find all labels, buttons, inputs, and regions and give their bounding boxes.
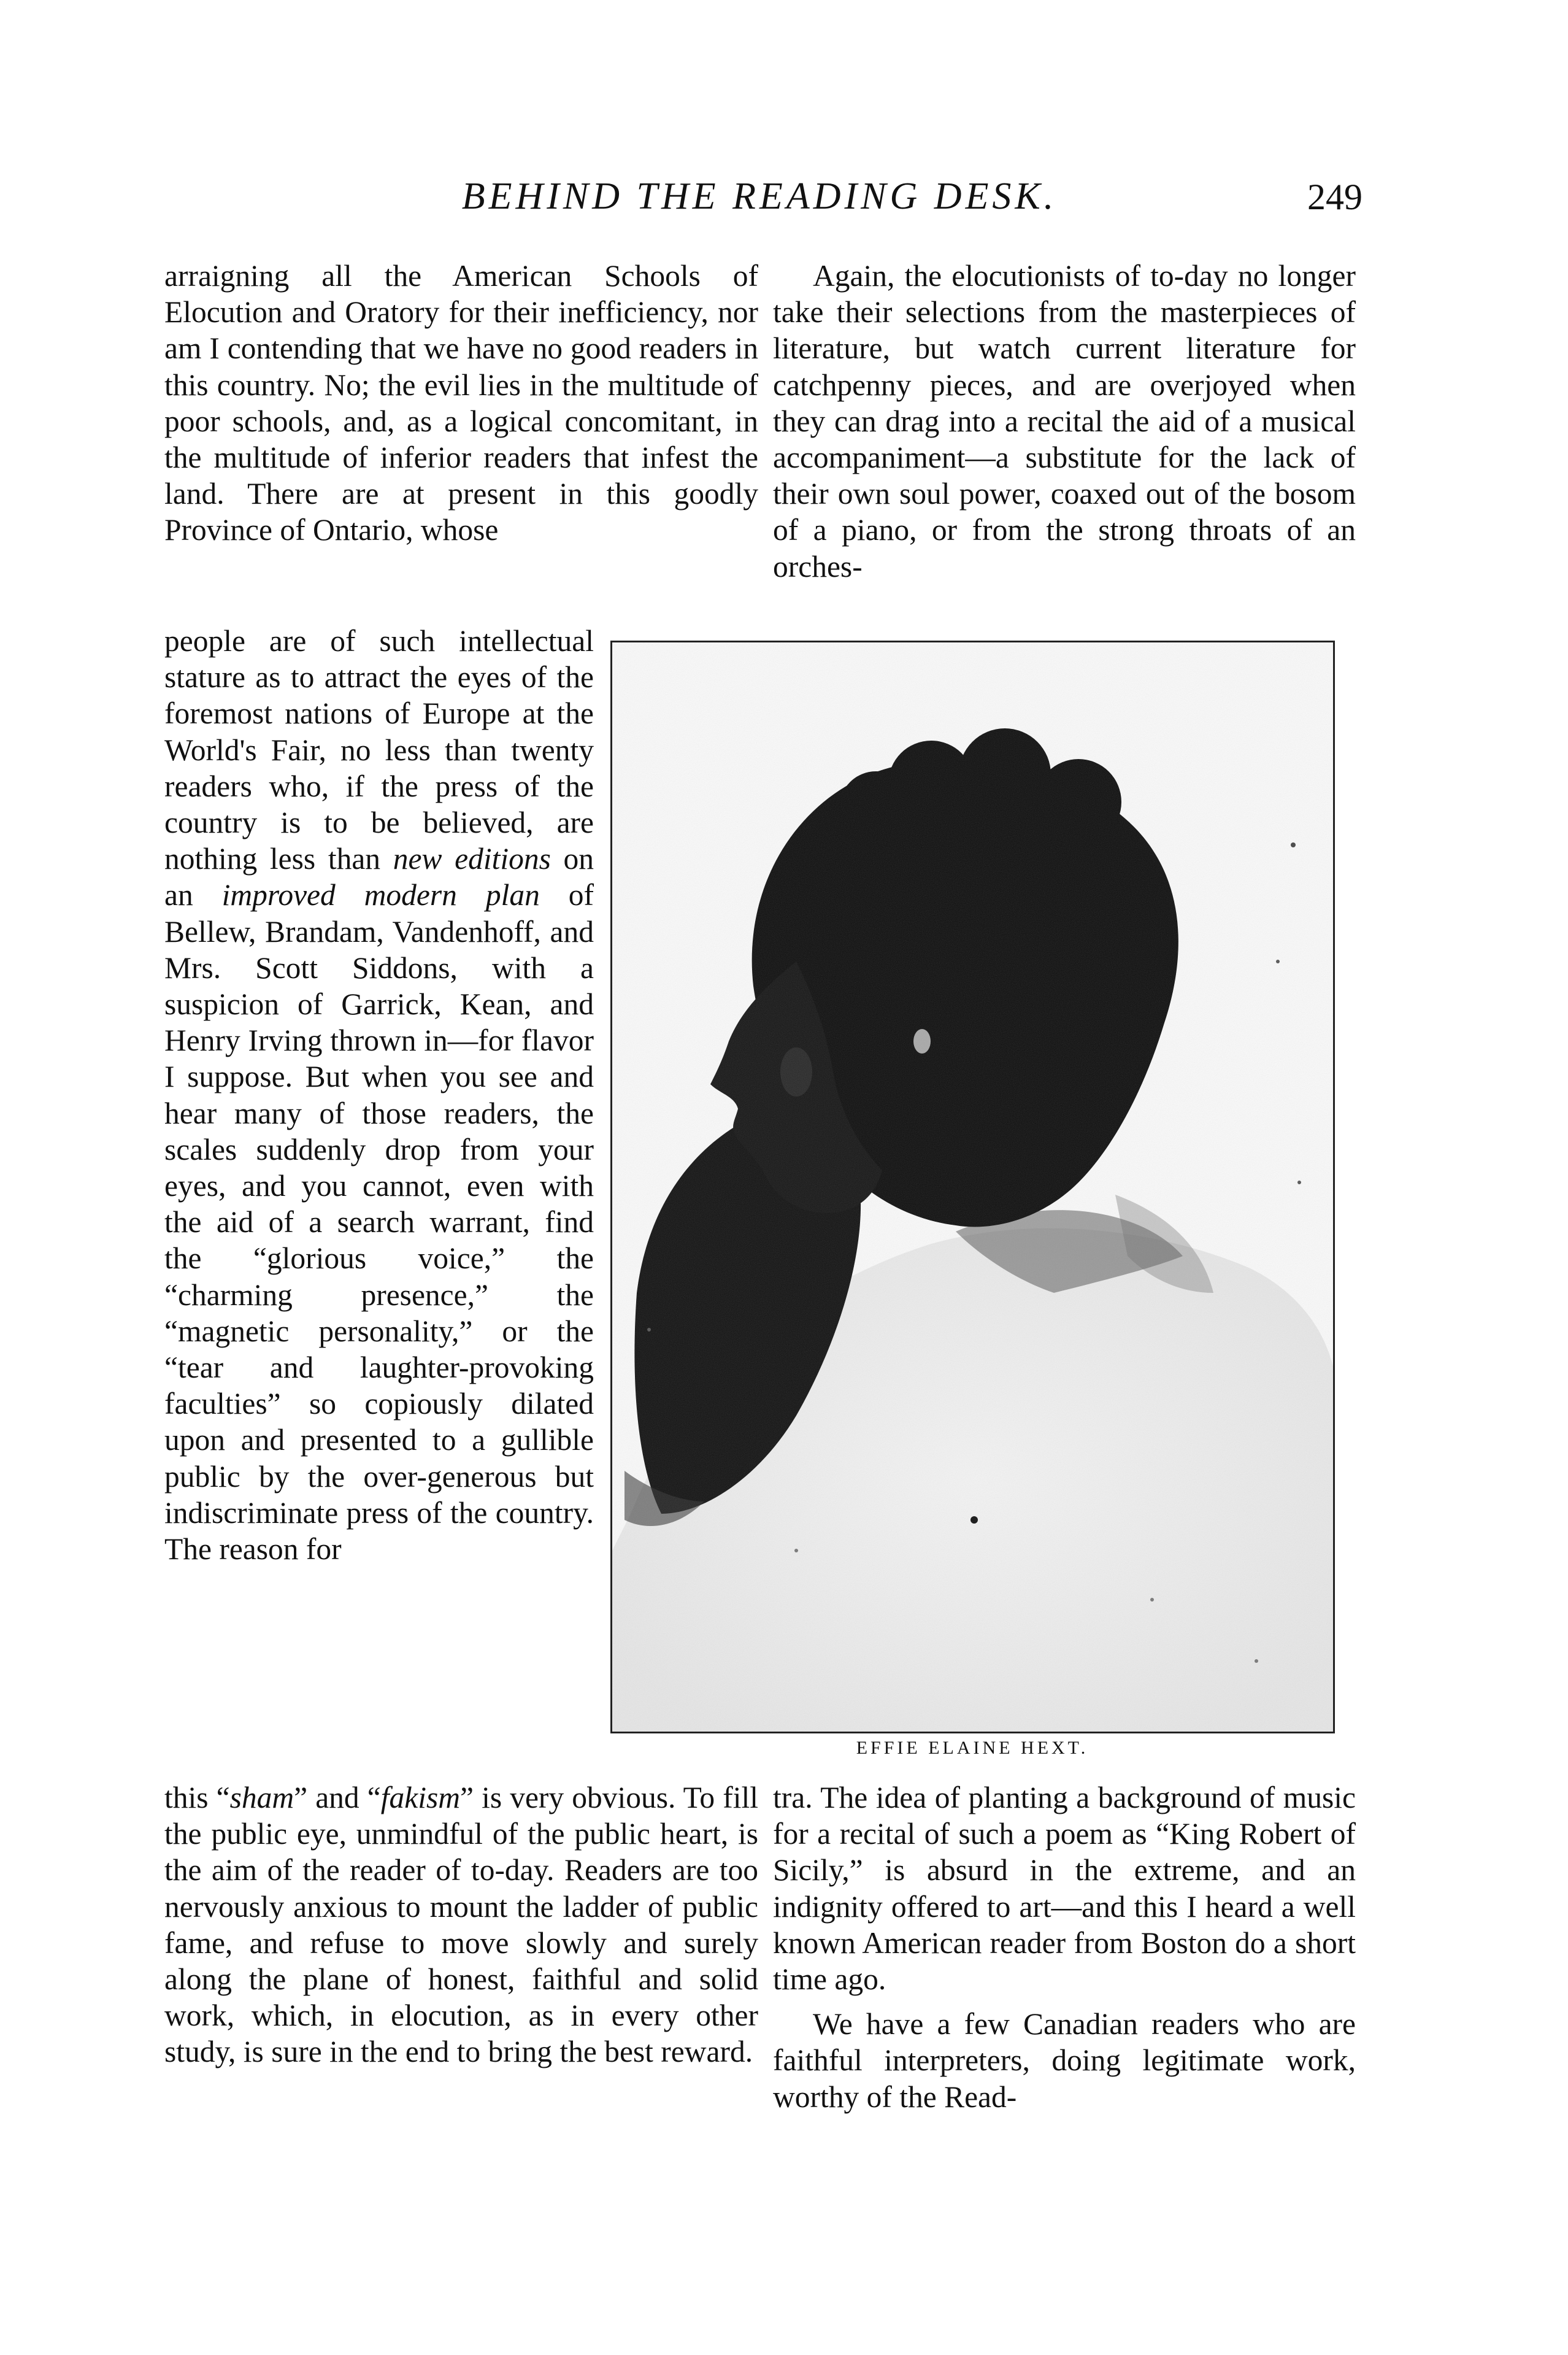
paragraph: Again, the elocutionists of to-day no longer take their selections from the masterpieces of literature, but watch current literature for catchpenny pieces, and are overjoyed when they can drag into a recital the aid of a musical accompaniment—a substitute for the lack of their own soul power, coaxed out of the bosom of a piano, or from the strong throats of an orches- <box>773 259 1356 584</box>
right-column-top-text <box>773 258 1356 585</box>
italic-phrase: sham <box>229 1781 294 1814</box>
left-column-bottom-text <box>164 1779 758 2070</box>
page-header <box>0 175 1568 230</box>
text-run: people are of such intellectual stature as to attract the eyes of the foremost nations of Europe at the World's Fair, no less than twenty readers who, if the press of the country is to be believed, are nothing less than <box>164 624 594 876</box>
text-run: on an <box>164 842 594 912</box>
right-column-bottom-text <box>773 1779 1356 2115</box>
text-run: ” and “ <box>294 1781 381 1814</box>
italic-phrase: improved modern plan <box>221 878 540 912</box>
text-run: this “ <box>164 1781 230 1814</box>
running-title: BEHIND THE READING DESK. <box>461 175 1058 217</box>
page-number: 249 <box>1307 177 1362 217</box>
paragraph-continuation-narrow <box>164 623 594 1567</box>
paragraph-continuation: arraigning all the American Schools of Elocution and Oratory for their inefficiency, nor am I contending that we have no good readers in this country. No; the evil lies in the multitude of poor schools, and, as a logical concomitant, in the multitude of inferior readers that infest the land. There are at present in this goodly Province of Ontario, whose <box>164 259 758 547</box>
text-run: ” is very obvious. To fill the public eye, unmindful of the public heart, is the aim of the reader of to-day. Readers are too nervously anxious to mount the ladder of public fame, and refuse to move slowly and surely along the plane of honest, faithful and solid work, which, in elocution, as in every other study, is sure in the end to bring the best reward. <box>164 1781 758 2069</box>
text-run: of Bellew, Brandam, Vandenhoff, and Mrs. Scott Siddons, with a suspicion of Garrick, Kean, and Henry Irving thrown in—for flavor I suppose. But when you see and hear many of those readers, the scales suddenly drop from your eyes, and you cannot, even with the aid of a search warrant, find the “glorious voice,” the “charming presence,” the “magnetic personality,” or the “tear and laughter-provoking faculties” so copiously dilated upon and presented to a gullible public by the over-generous but indiscriminate press of the country. The reason for <box>164 878 594 1567</box>
paragraph-continuation-bottom <box>164 1779 758 2070</box>
italic-phrase: fakism <box>380 1781 460 1814</box>
left-column-top-text <box>164 258 758 549</box>
photo-caption: EFFIE ELAINE HEXT. <box>856 1738 1089 1758</box>
italic-phrase: new editions <box>393 842 551 876</box>
portrait-illustration <box>612 642 1333 1732</box>
left-column-narrow-text <box>164 623 594 1567</box>
paragraph-continuation: tra. The idea of planting a background of music for a recital of such a poem as “King Robert of Sicily,” is absurd in the extreme, and an indignity offered to art—and this I heard a well known American reader from Boston do a short time ago. <box>773 1781 1356 1997</box>
paragraph: We have a few Canadian readers who are faithful interpreters, doing legitimate work, worthy of the Read- <box>773 2007 1356 2114</box>
portrait-photograph <box>610 641 1335 1733</box>
